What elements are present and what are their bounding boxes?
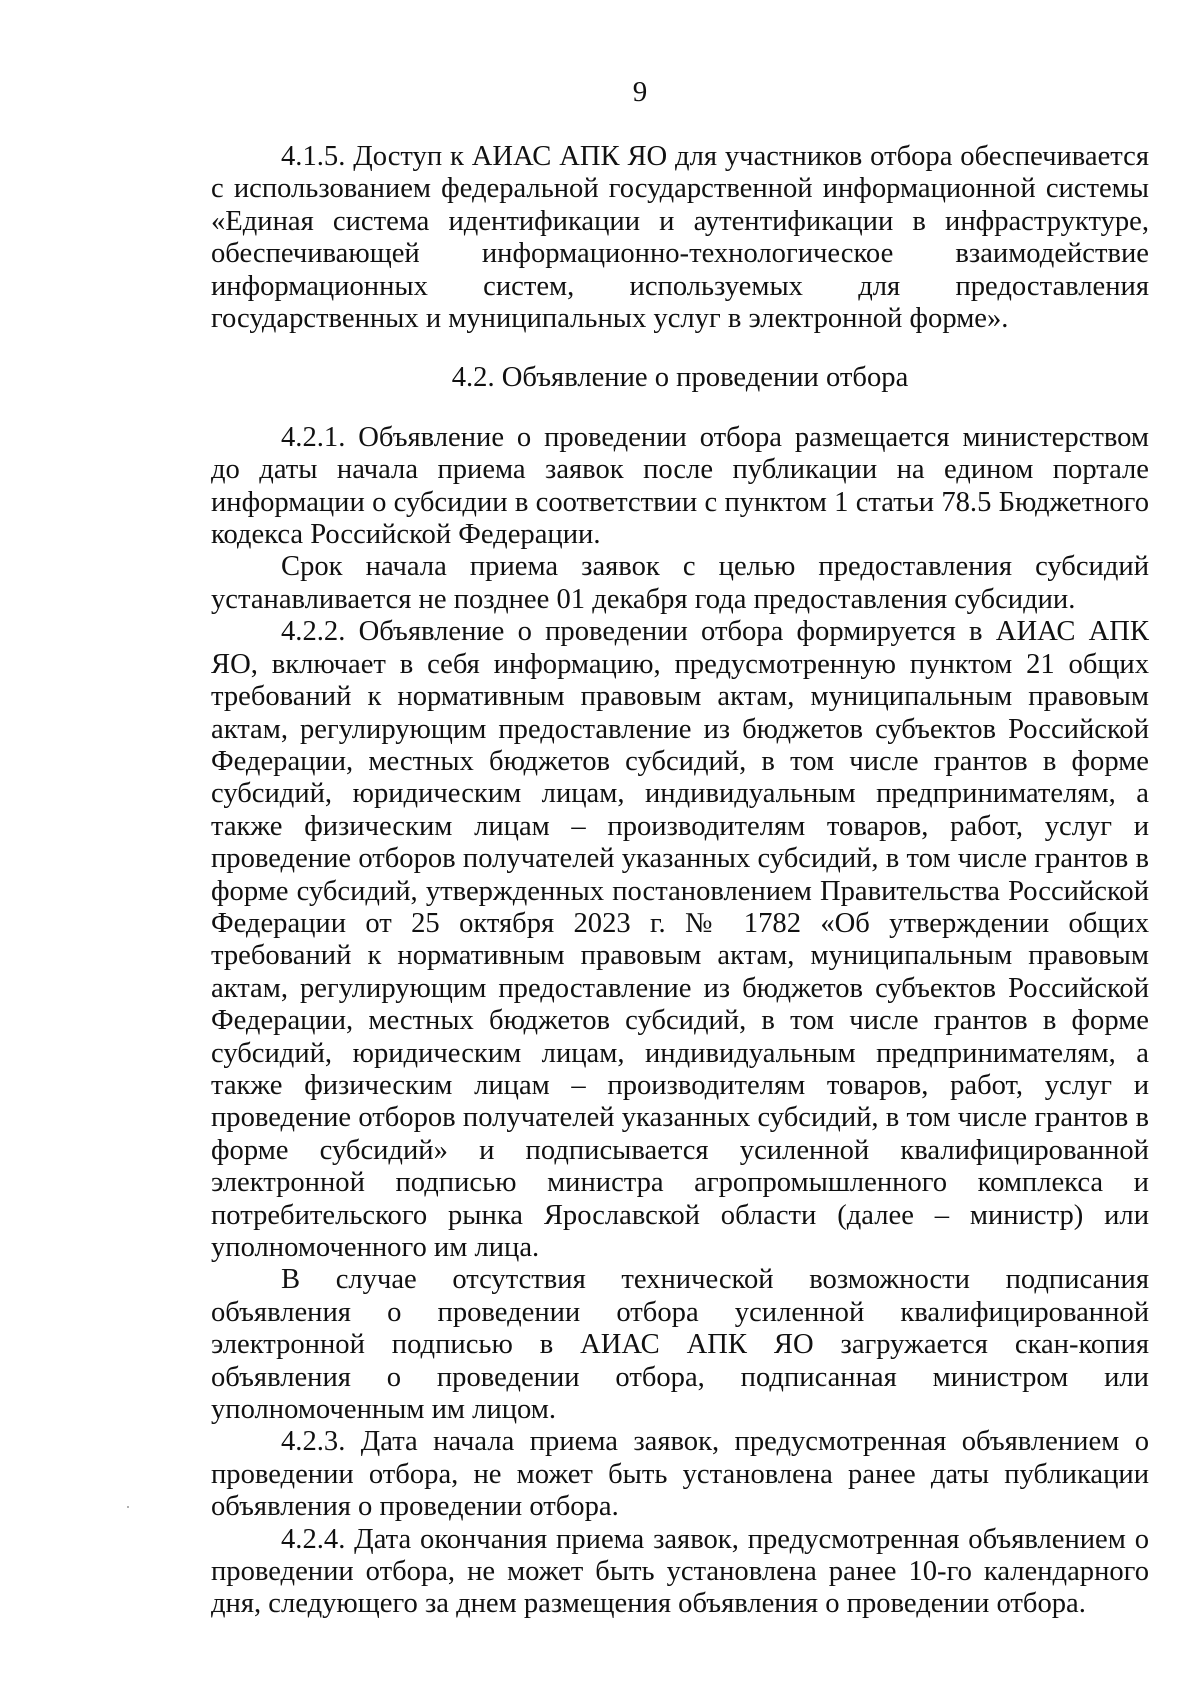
paragraph-no-signature-option: В случае отсутствия технической возможности подписания объявления о проведении отбора усиленной квалифицированной электронной подписью в АИАС АПК ЯО загружается скан-копия объявления о проведении отбора, подписанная министром или уполномоченным им лицом. bbox=[211, 1264, 1149, 1426]
document-body bbox=[211, 141, 1149, 1621]
page-number: 9 bbox=[632, 76, 648, 108]
paragraph-4-1-5: 4.1.5. Доступ к АИАС АПК ЯО для участников отбора обеспечивается с использованием федеральной государственной информационной системы «Единая система идентификации и аутентификации в инфраструктуре, обеспечивающей информационно-технологическое взаимодействие информационных систем, используемых для предоставления государственных и муниципальных услуг в электронной форме». bbox=[211, 141, 1149, 335]
scan-speck bbox=[127, 1506, 129, 1508]
paragraph-4-2-4: 4.2.4. Дата окончания приема заявок, предусмотренная объявлением о проведении отбора, не может быть установлена ранее 10-го календарного дня, следующего за днем размещения объявления о проведении отбора. bbox=[211, 1523, 1149, 1620]
paragraph-4-2-1: 4.2.1. Объявление о проведении отбора размещается министерством до даты начала приема заявок после публикации на едином портале информации о субсидии в соответствии с пунктом 1 статьи 78.5 Бюджетного кодекса Российской Федерации. bbox=[211, 421, 1149, 551]
section-heading-4-2: 4.2. Объявление о проведении отбора bbox=[451, 362, 909, 394]
paragraph-4-2-2: 4.2.2. Объявление о проведении отбора формируется в АИАС АПК ЯО, включает в себя информацию, предусмотренную пунктом 21 общих требований к нормативным правовым актам, муниципальным правовым актам, регулирующим предоставление из бюджетов субъектов Российской Федерации, местных бюджетов субсидий, в том числе грантов в форме субсидий, юридическим лицам, индивидуальным предпринимателям, а также физическим лицам – производителям товаров, работ, услуг и проведение отборов получателей указанных субсидий, в том числе грантов в форме субсидий, утвержденных постановлением Правительства Российской Федерации от 25 октября 2023 г. № 1782 «Об утверждении общих требований к нормативным правовым актам, муниципальным правовым актам, регулирующим предоставление из бюджетов субъектов Российской Федерации, местных бюджетов субсидий, в том числе грантов в форме субсидий, юридическим лицам, индивидуальным предпринимателям, а также физическим лицам – производителям товаров, работ, услуг и проведение отборов получателей указанных субсидий, в том числе грантов в форме субсидий» и подписывается усиленной квалифицированной электронной подписью министра агропромышленного комплекса и потребительского рынка Ярославской области (далее – министр) или уполномоченного им лица. bbox=[211, 616, 1149, 1263]
paragraph-4-2-3: 4.2.3. Дата начала приема заявок, предусмотренная объявлением о проведении отбора, не может быть установлена ранее даты публикации объявления о проведении отбора. bbox=[211, 1426, 1149, 1523]
paragraph-application-start-term: Срок начала приема заявок с целью предоставления субсидий устанавливается не позднее 01 декабря года предоставления субсидии. bbox=[211, 551, 1149, 615]
